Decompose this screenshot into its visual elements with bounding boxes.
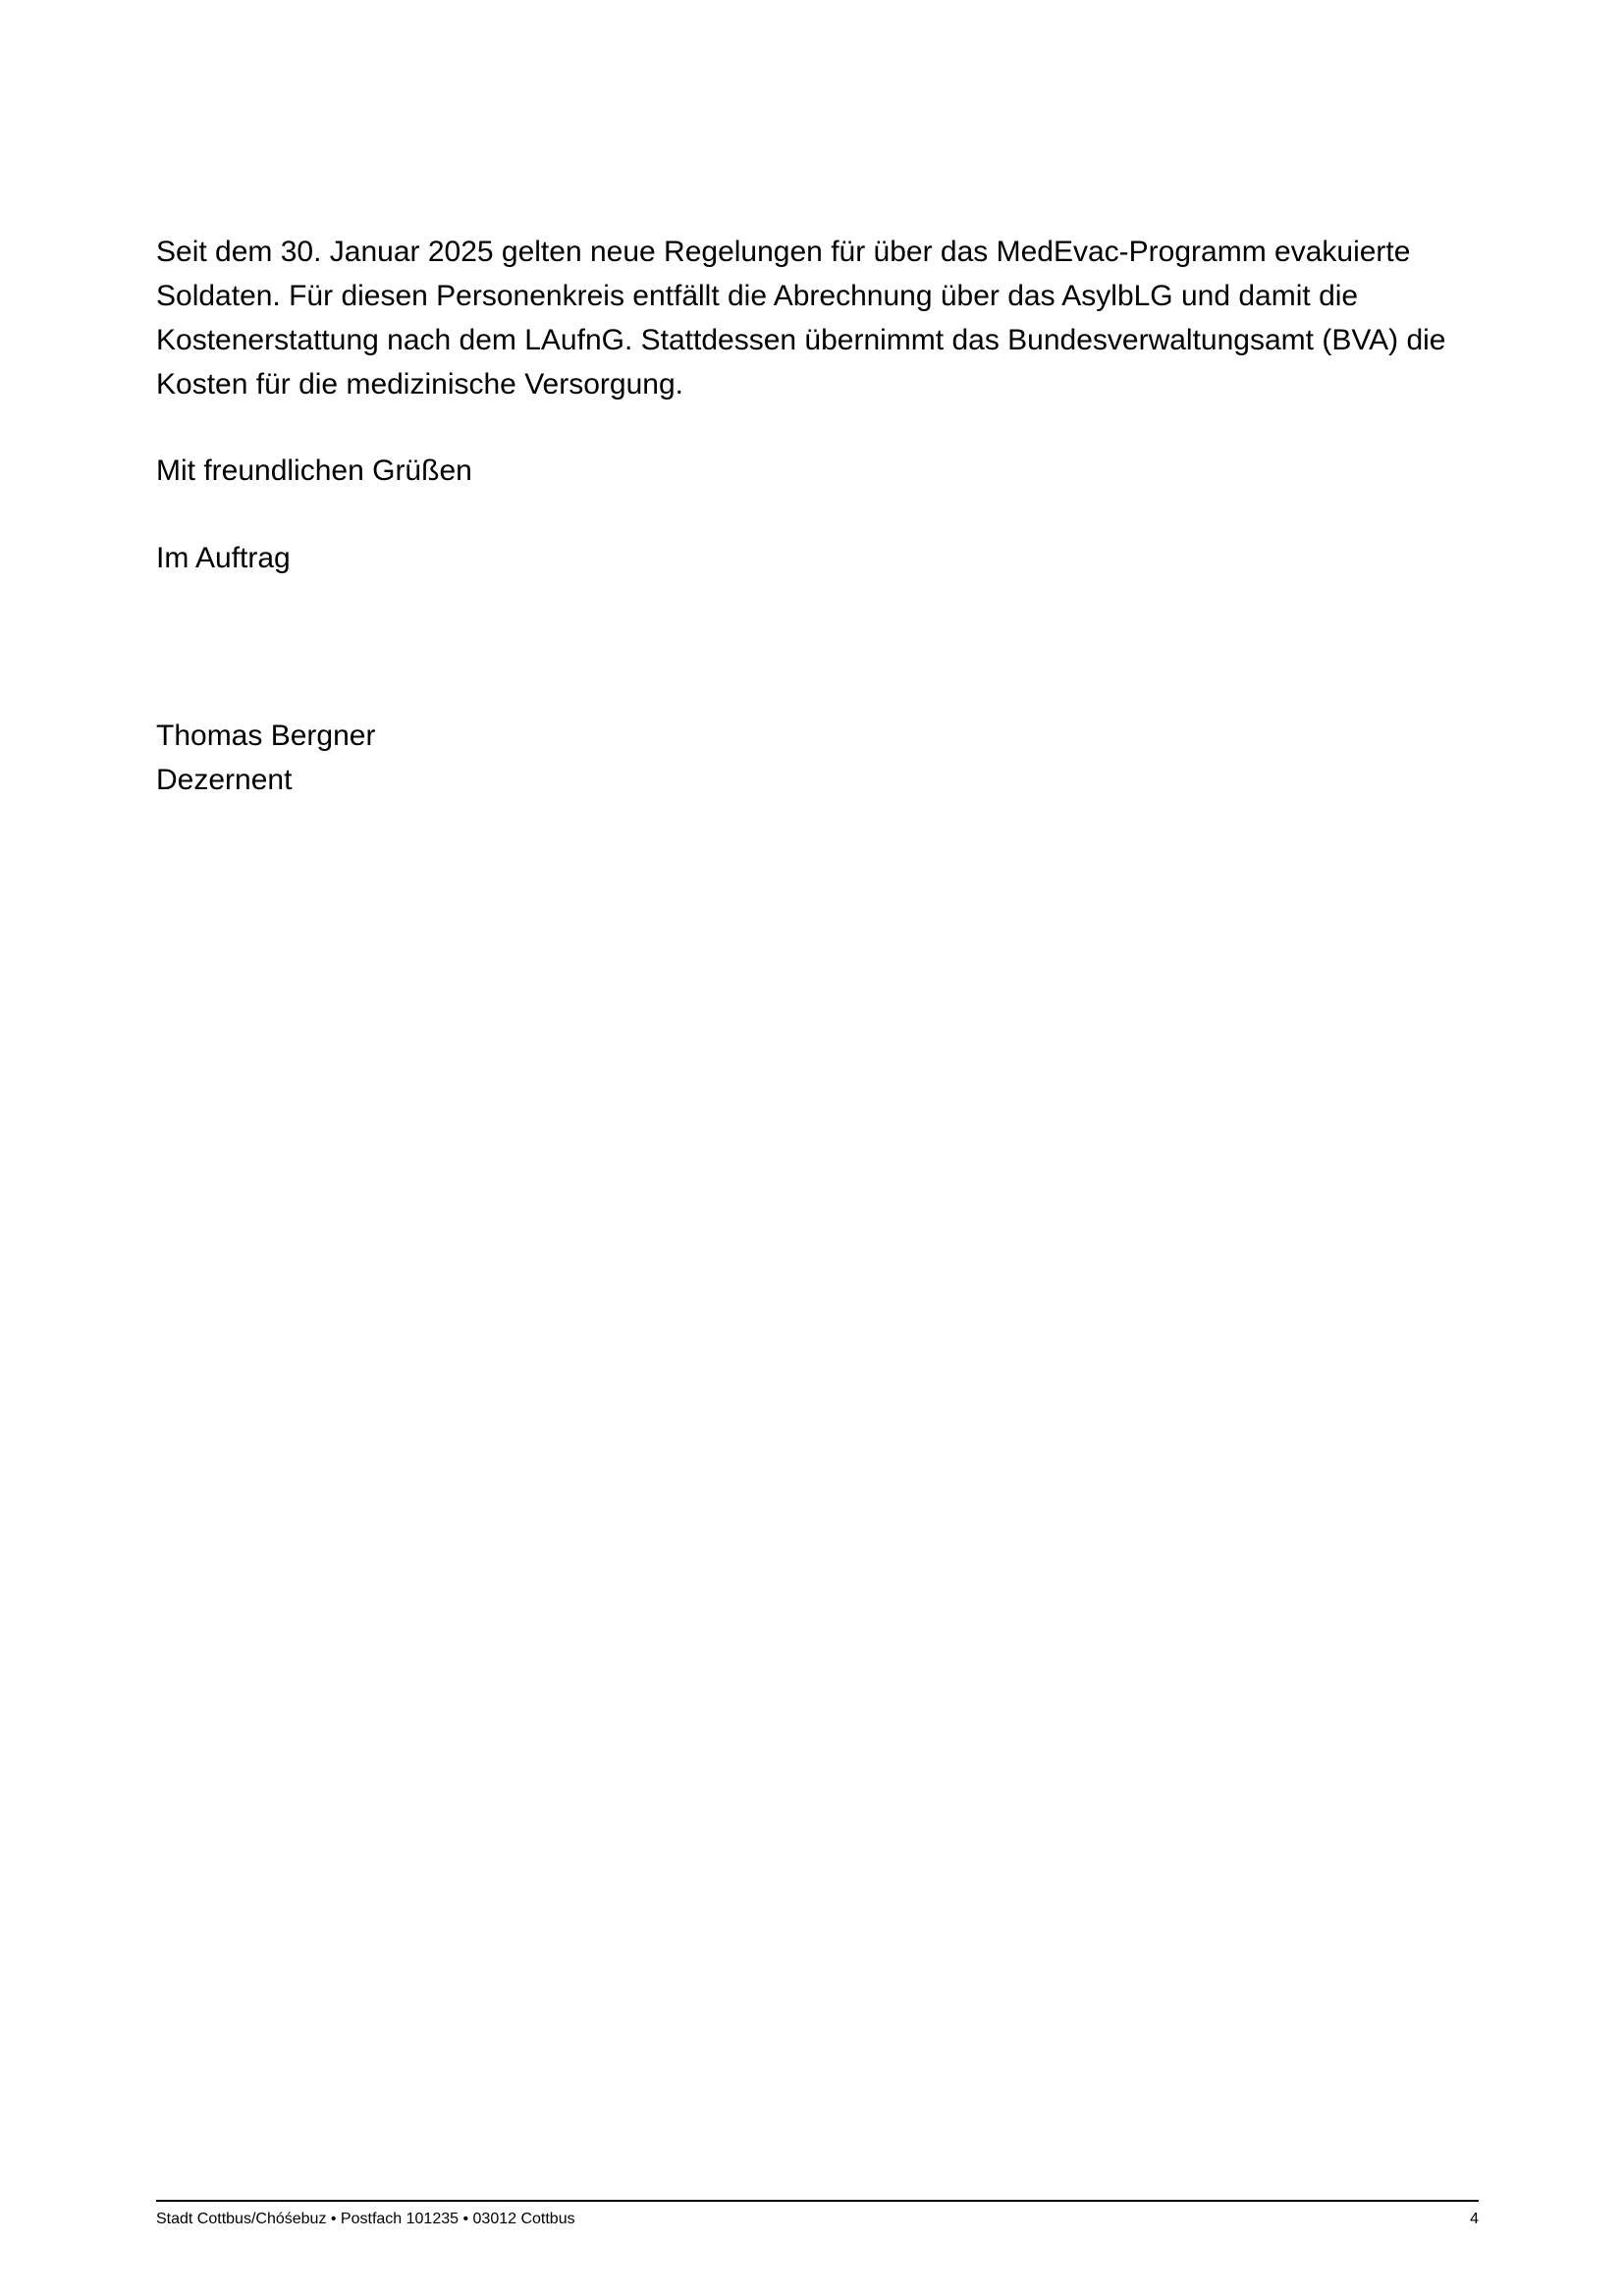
paragraph-line: Seit dem 30. Januar 2025 gelten neue Regelungen für über das MedEvac-Programm evakuierte	[156, 236, 1411, 268]
signature-block	[156, 714, 1491, 802]
footer-address: Stadt Cottbus/Chóśebuz • Postfach 101235 • 03012 Cottbus	[156, 2211, 575, 2227]
page-number: 4	[1470, 2211, 1479, 2227]
paragraph-line: Kostenerstattung nach dem LAufnG. Stattdessen übernimmt das Bundesverwaltungsamt (BVA) die	[156, 324, 1446, 356]
on-behalf-note: Im Auftrag	[156, 542, 291, 574]
footer-divider	[156, 2200, 1479, 2202]
body-paragraph	[156, 230, 1491, 406]
signer-name: Thomas Bergner	[156, 720, 376, 752]
paragraph-line: Soldaten. Für diesen Personenkreis entfällt die Abrechnung über das AsylbLG und damit die	[156, 280, 1359, 312]
paragraph-line: Kosten für die medizinische Versorgung.	[156, 368, 683, 400]
closing-salutation: Mit freundlichen Grüßen	[156, 454, 472, 487]
signer-title: Dezernent	[156, 764, 293, 796]
